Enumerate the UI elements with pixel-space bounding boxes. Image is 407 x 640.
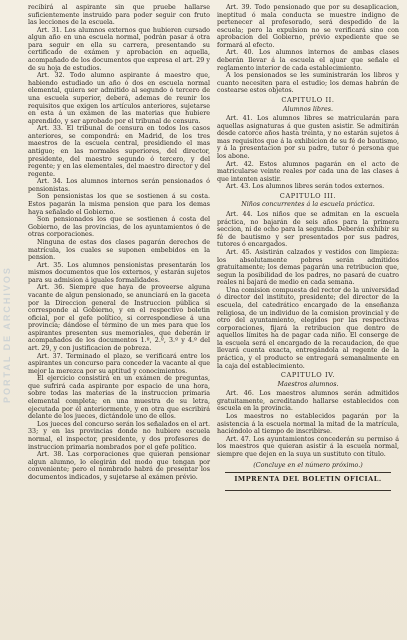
chapter-subtitle: Niños concurrentes á la escuela práctica. (241, 201, 375, 209)
paragraph: Art. 47. Los ayuntamientos concederán su permiso á los maestros que quieran asistir á la escuela normal, siempre que dejen en la suya un sustituto con título. (217, 435, 399, 458)
chapter-subtitle: Alumnos libres. (282, 105, 334, 113)
archive-stamp-watermark: PORTAL DE ARCHIVOS (2, 266, 12, 404)
right-column (217, 4, 399, 494)
paragraph: Son pensionados los que se sostienen á costa del Gobierno, de las provincias, de los ayuntamientos ó de otras corporaciones. (28, 216, 210, 239)
paragraph: Art. 38. Las corporaciones que quieran pensionar algun alumno, lo elegirán del modo que tengan por conveniente; pero el nombrado habrá de presentar los documentos indicados, y sujetarse al exámen prévio. (28, 451, 210, 481)
continuation-note: (Concluye en el número próximo.) (253, 461, 363, 469)
paragraph: Los jueces del concurso serán los señalados en el art. 33; y en las provincias donde no hubiere escuela normal, el inspector, presidente, y dos profesores de instruccion primaria nombrados por el gefe político. (28, 420, 210, 451)
paragraph: recibirá al aspirante sin que pruebe hallarse suficientemente instruido para poder seguir con fruto las lecciones de la escuela. (28, 4, 210, 27)
paragraph: Una comision compuesta del rector de la universidad ó director del instituto, presidente; del director de la escuela, del catedrático encargado de la enseñanza religiosa, de un individuo de la comision provincial y de otro del ayuntamiento, elegidos por las respectivas corporaciones, fijará la retribucion que dentro de aquellos límites ha de pagar cada niño. El conserge de la escuela será el encargado de la recaudacion, de que llevará cuenta exacta, entregándola al regente de la práctica, y el producto se entregará semanalmente en la caja del establecimiento. (217, 286, 399, 370)
paragraph: Art. 40. Los alumnos internos de ambas clases deberán llevar á la escuela el ajuar que señale el reglamento interior de cada establecimiento. (217, 49, 399, 72)
chapter-subtitle: Maestros alumnos. (277, 380, 339, 388)
paragraph: Art. 35. Los alumnos pensionistas presentarán los mismos documentos que los externos, y estarán sujetos para su admision á iguales formalidades. (28, 261, 210, 284)
paragraph: Art. 37. Terminado el plazo, se verificará entre los aspirantes un concurso para conceder la vacante al que mejor la merezca por su aptitud y conocimientos. (28, 352, 210, 375)
paragraph: Art. 42. Estos alumnos pagarán en el acto de matricularse veinte reales por cada una de las clases á que intenten asistir. (217, 160, 399, 183)
paragraph: Art. 39. Todo pensionado que por su desaplicacion, ineptitud ó mala conducta se muestre indigno de pertenecer al profesorado, será despedido de la escuela; pero la expulsion no se verificará sino con aprobacion del Gobierno, prévio expediente que se formará al efecto. (217, 4, 399, 49)
chapter-heading: CAPITULO IV. (280, 371, 336, 380)
paragraph: A los pensionados se les suministrarán los libros y cuanto necesiten para el estudio; los demas habrán de costearse estos objetos. (217, 72, 399, 95)
paragraph: El ejercicio consistirá en un exámen de preguntas, que sufrirá cada aspirante por espacio de una hora, sobre todas las materias de la instruccion primaria elemental completa; en una muestra de su letra, ejecutada por él anteriormente, y en otra que escribirá delante de los jueces, dictándole uno de ellos. (28, 375, 210, 421)
paragraph: Art. 46. Los maestros alumnos serán admitidos gratuitamente, acreditando hallarse establecidos con escuela en la provincia. (217, 390, 399, 413)
paragraph: Son pensionistas los que se sostienen á su costa. Estos pagarán la misma pension que para los demas haya señalado el Gobierno. (28, 193, 210, 216)
paragraph: Los maestros no establecidos pagarán por la asistencia á la escuela normal la mitad de la matrícula, haciéndolo al tiempo de inscribirse. (217, 413, 399, 436)
paragraph: Art. 41. Los alumnos libres se matricularán para aquellas asignaturas á que gusten asistir. Se admitirán desde catorce años hasta treinta, y no estarán sujetos á mas requisitos que á la exhibicion de su fé de bautismo, y á la presentacion por su padre, tutor ó persona que los abone. (217, 115, 399, 160)
paragraph: Art. 34. Los alumnos internos serán pensionados ó pensionistas. (28, 178, 210, 193)
printer-imprint: IMPRENTA DEL BOLETIN OFICIAL. (234, 475, 382, 484)
paragraph: Art. 32. Todo alumno aspirante á maestro que, habiendo estudiado un año ó dos en escuela normal elemental, quiera ser admitido al segundo ó tercero de una escuela superior, deberá, ademas de reunir los requisitos que exigen los artículos anteriores, sujetarse en esta á un exámen de las materias que hubiere aprendido, y ser aprobado por el tribunal de censura. (28, 72, 210, 125)
paragraph: Ninguna de estas dos clases pagarán derechos de matrícula, los cuales se suponen embebidos en la pension. (28, 238, 210, 262)
divider-rule (225, 490, 391, 491)
paragraph: Art. 44. Los niños que se admitan en la escuela práctica, no bajarán de seis años para la primera seccion, ni de ocho para la segunda. Deberán exhibir su fé de bautismo y ser presentados por sus padres, tutores ó encargados. (217, 211, 399, 249)
chapter-heading: CAPITULO II. (281, 95, 335, 104)
paragraph: Art. 33. El tribunal de censura en todos los casos anteriores, se compondrá: en Madrid, de los tres maestros de la escuela central, presidiendo el mas antiguo; en las normales superiores, del director, presidente, del maestro segundo ó tercero, y del regente; y en las elementales, del maestro director y del regente. (28, 125, 210, 178)
paragraph: Art. 31. Los alumnos externos que hubieren cursado algun año en una escuela normal, podrán pasar á otra para seguir en ella su carrera, presentando su certificado de exámen y aprobacion en aquella, acompañado de los documentos que expresa el art. 29 y de su hoja de estudios. (28, 26, 210, 72)
paragraph: Art. 43. Los alumnos libres serán todos externos. (226, 183, 385, 191)
chapter-heading: CAPITULO III. (279, 191, 337, 200)
divider-rule (225, 472, 391, 473)
paragraph: Art. 36. Siempre que haya de proveerse alguna vacante de algun pensionado, se anunciará en la gaceta por la Direccion general de Instruccion pública si corresponde al Gobierno, y en el respectivo boletin oficial, por el gefe político, si correspondiese á una provincia; dándose el término de un mes para que los aspirantes presenten sus memoriales, que deberán ir acompañados de los documentos 1.º, 2.º, 3.º y 4.º del art. 29, y con justificacion de pobreza. (28, 284, 210, 353)
paragraph: Art. 45. Asistirán calzados y vestidos con limpieza: los absolutamente pobres serán admitidos gratuitamente; los demas pagarán una retribucion que, segun la posibilidad de los padres, no pasará de cuatro reales ni bajará de medio en cada semana. (217, 248, 399, 287)
left-column (28, 4, 210, 481)
